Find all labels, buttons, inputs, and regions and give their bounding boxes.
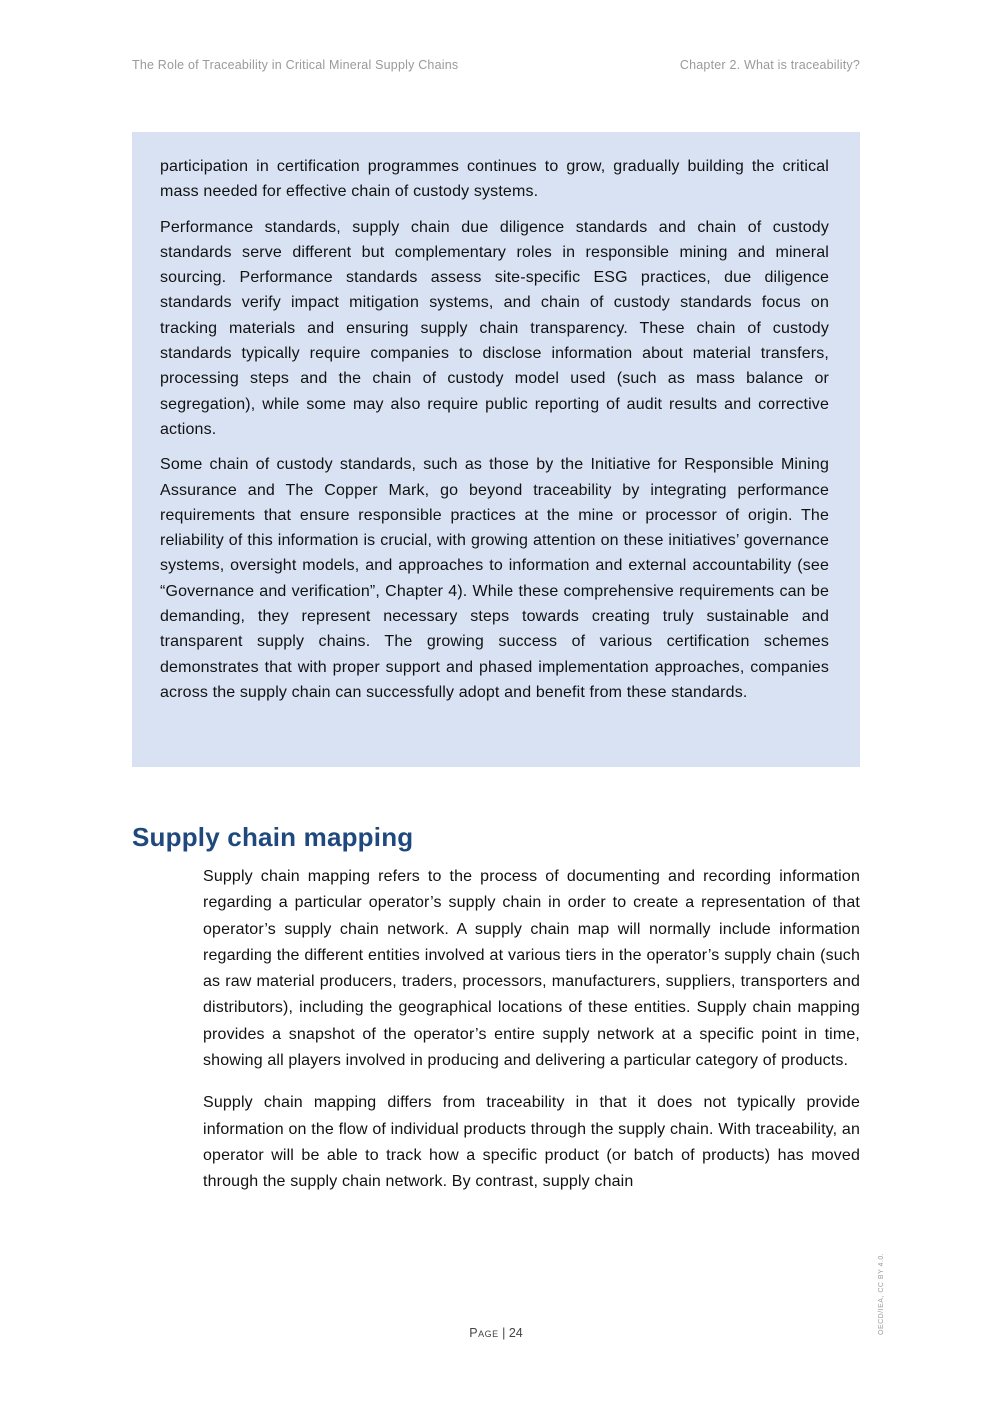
body-paragraph: Supply chain mapping differs from traceability in that it does not typically provide information on the flow of individual products through the supply chain. With traceability, an operator will be able to track how a specific product (or batch of products) has moved through the supply chain network. By contrast, supply chain xyxy=(203,1094,860,1191)
callout-paragraph: Some chain of custody standards, such as those by the Initiative for Responsible Mining Assurance and The Copper Mark, go beyond traceability by integrating performance requirements that ensure responsible practices at the mine or processor of origin. The reliability of this information is crucial, with growing attention on these initiatives’ governance systems, oversight models, and approaches to information and external accountability (see “Governance and verification”, Chapter 4). While these comprehensive requirements can be demanding, they represent necessary steps towards creating truly sustainable and transparent supply chains. The growing success of various certification schemes demonstrates that with proper support and phased implementation approaches, companies across the supply chain can successfully adopt and benefit from these standards. xyxy=(160,456,829,701)
callout-paragraph: Performance standards, supply chain due diligence standards and chain of custody standards serve different but complementary roles in responsible mining and mineral sourcing. Performance standards assess site-specific ESG practices, due diligence standards verify impact mitigation systems, and chain of custody standards focus on tracking materials and ensuring supply chain transparency. These chain of custody standards typically require companies to disclose information about material transfers, processing steps and the chain of custody model used (such as mass balance or segregation), while some may also require public reporting of audit results and corrective actions. xyxy=(160,218,829,438)
page-label: Page xyxy=(469,1326,499,1340)
page-separator: | xyxy=(498,1326,509,1340)
header-chapter-title: Chapter 2. What is traceability? xyxy=(679,58,860,72)
copyright-notice: OECD/IEA, CC BY 4.0. xyxy=(878,1252,885,1335)
header-document-title: The Role of Traceability in Critical Mineral Supply Chains xyxy=(132,58,459,72)
running-header xyxy=(132,58,860,76)
page-footer xyxy=(0,1326,992,1340)
section-body xyxy=(203,864,860,1212)
section-heading: Supply chain mapping xyxy=(132,822,414,852)
callout-paragraph: participation in certification programmes continues to grow, gradually building the critical mass needed for effective chain of custody systems. xyxy=(160,158,829,201)
callout-box xyxy=(132,132,860,767)
page-number: 24 xyxy=(508,1326,523,1340)
body-paragraph: Supply chain mapping refers to the process of documenting and recording information regarding a particular operator’s supply chain in order to create a representation of that operator’s supply chain network. A supply chain map will normally include information regarding the different entities involved at various tiers in the operator’s supply chain (such as raw material producers, traders, processors, manufacturers, suppliers, transporters and distributors), including the geographical locations of these entities. Supply chain mapping provides a snapshot of the operator’s entire supply network at a specific point in time, showing all players involved in producing and delivering a particular category of products. xyxy=(203,868,860,1070)
